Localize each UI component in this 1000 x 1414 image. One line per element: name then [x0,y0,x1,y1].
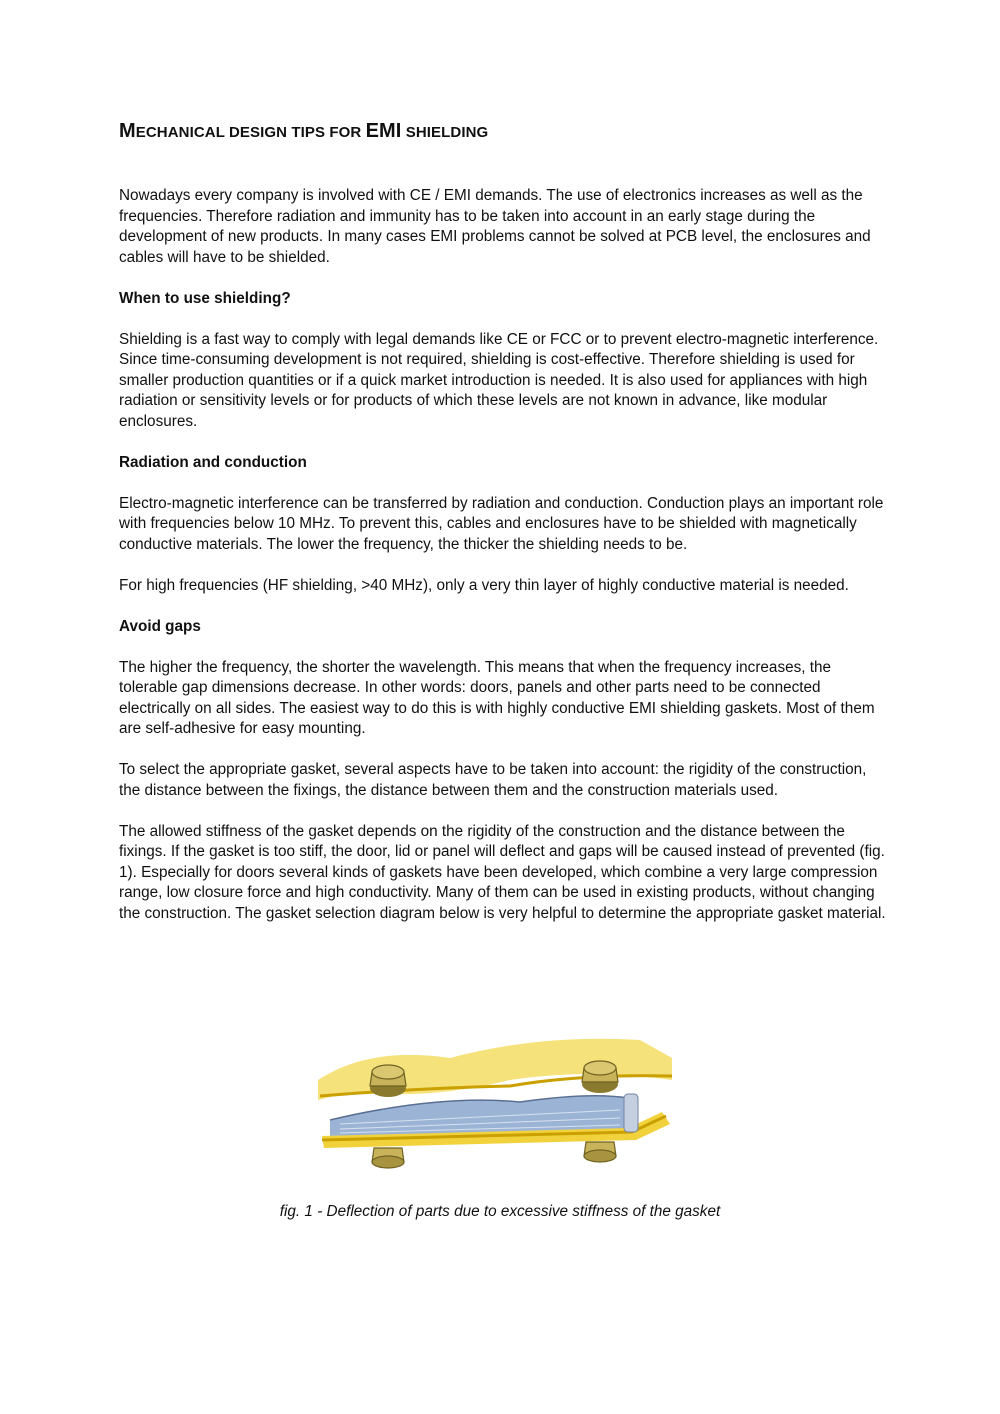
title-initial: M [119,120,136,142]
gasket-end [624,1094,638,1132]
gasket-deflection-figure [310,1028,680,1178]
page-title [119,120,889,143]
gasket-deflection-illustration [310,1028,680,1178]
title-part-2: SHIELDING [401,124,489,141]
bolt-left-icon [370,1065,406,1097]
figure-caption: fig. 1 - Deflection of parts due to excessive stiffness of the gasket [279,1203,721,1220]
paragraph-gaps-3: The allowed stiffness of the gasket depends on the rigidity of the construction and the distance between the fixings. If the gasket is too stiff, the door, lid or panel will deflect and gaps will be caused instead of prevented (fig. 1). Especially for doors several kinds of gaskets have been developed, which combine a very large compression range, low closure force and high conductivity. Many of them can be used in existing products, without changing the construction. The gasket selection diagram below is very helpful to determine the appropriate gasket material. [119,822,886,922]
section-heading-avoid-gaps: Avoid gaps [119,617,201,635]
section-heading-when-to-use: When to use shielding? [119,289,291,307]
nut-right-icon [584,1142,616,1162]
paragraph-gaps-1: The higher the frequency, the shorter the wavelength. This means that when the frequency increases, the tolerable gap dimensions decrease. In other words: doors, panels and other parts need to be connected electrically on all sides. The easiest way to do this is with highly conductive EMI shielding gaskets. Most of them are self-adhesive for easy mounting. [119,658,875,737]
paragraph-when-to-use: Shielding is a fast way to comply with legal demands like CE or FCC or to prevent electro-magnetic interference. Since time-consuming development is not required, shielding is cost-effective. Therefore shielding is used for smaller production quantities or if a quick market introduction is needed. It is also used for appliances with high radiation or sensitivity levels or for products of which these levels are not known in advance, like modular enclosures. [119,330,879,430]
paragraph-radiation-1: Electro-magnetic interference can be transferred by radiation and conduction. Conduction plays an important role with frequencies below 10 MHz. To prevent this, cables and enclosures have to be shielded with magnetically conductive materials. The lower the frequency, the thicker the shielding needs to be. [119,494,884,553]
paragraph-gaps-2: To select the appropriate gasket, several aspects have to be taken into account: the rigidity of the construction, the distance between the fixings, the distance between them and the construction materials used. [119,761,867,799]
intro-paragraph: Nowadays every company is involved with CE / EMI demands. The use of electronics increases as well as the frequencies. Therefore radiation and immunity has to be taken into account in an early stage during the development of new products. In many cases EMI problems cannot be solved at PCB level, the enclosures and cables will have to be shielded. [119,187,871,266]
bolt-right-icon [582,1061,618,1093]
title-part-1: ECHANICAL DESIGN TIPS FOR [135,124,366,141]
title-emi: EMI [365,120,402,142]
section-heading-radiation: Radiation and conduction [119,453,307,471]
document-body [119,120,889,945]
nut-left-icon [372,1148,404,1168]
paragraph-radiation-2: For high frequencies (HF shielding, >40 MHz), only a very thin layer of highly conductive material is needed. [119,576,849,594]
